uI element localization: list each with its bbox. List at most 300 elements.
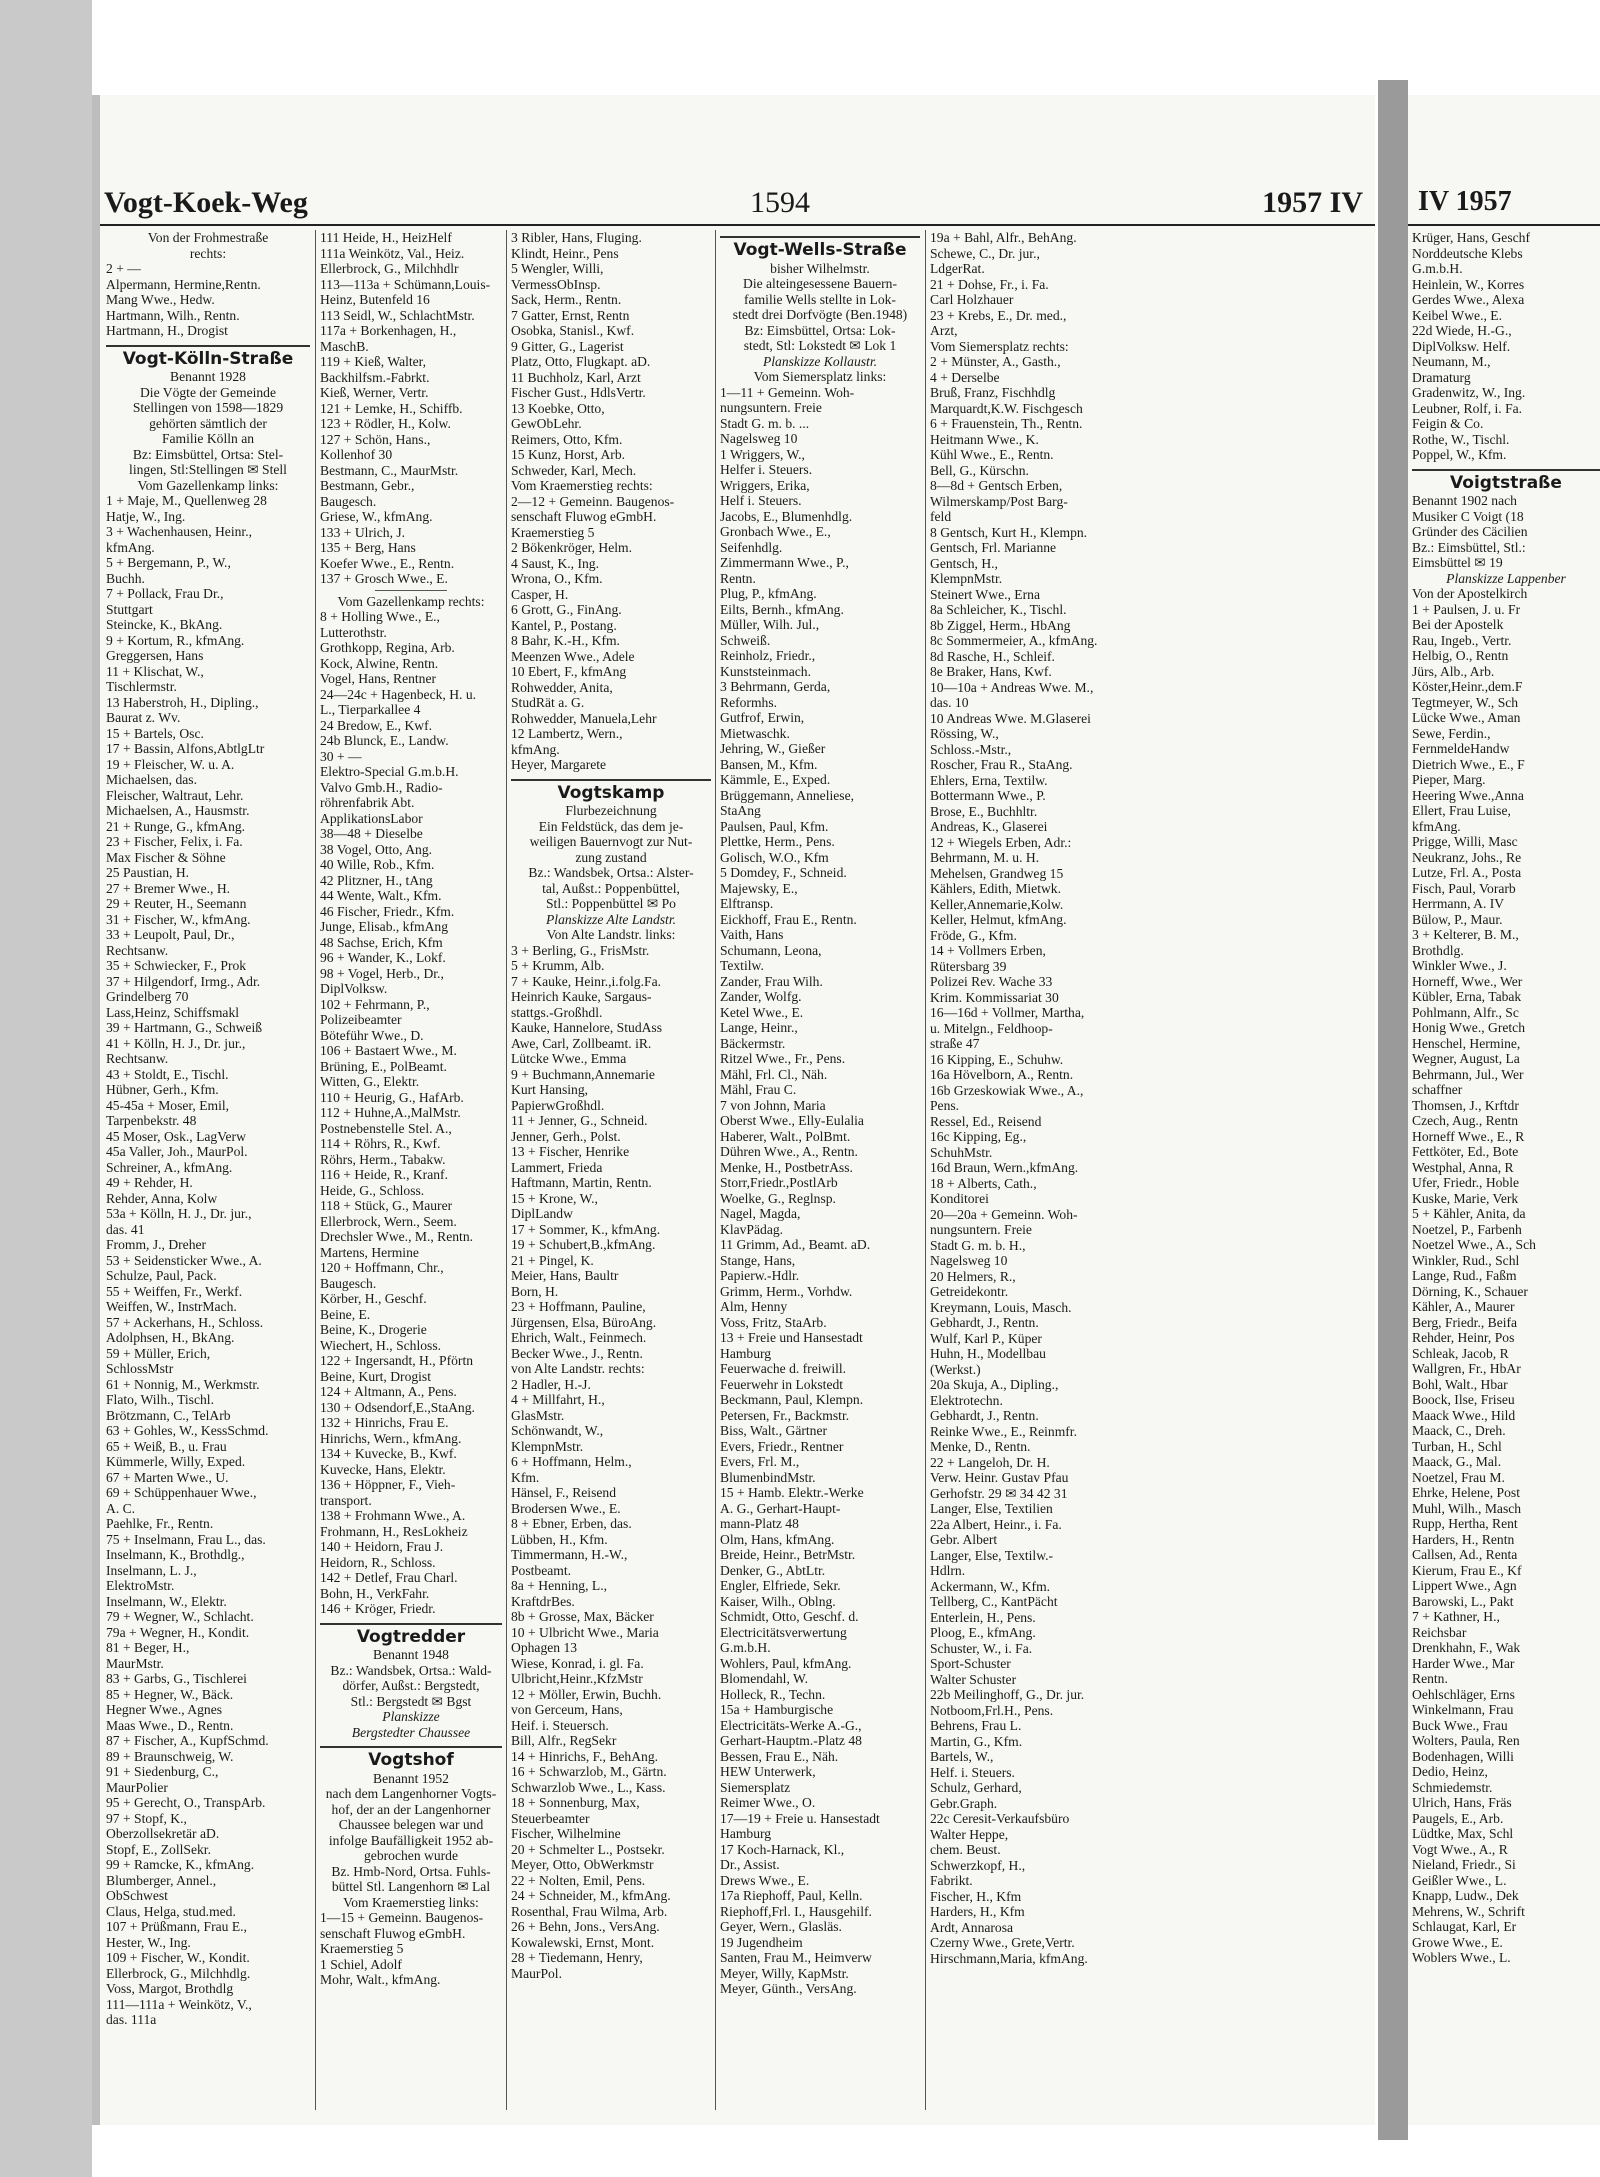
directory-line: Ellert, Frau Luise, — [1412, 803, 1511, 818]
directory-line: 45a Valler, Joh., MaurPol. — [106, 1144, 248, 1159]
directory-line: Dramaturg — [1412, 369, 1471, 385]
street-heading-vogtshof: Vogtshof — [320, 1746, 502, 1769]
directory-line: HEW Unterwerk, — [720, 1764, 816, 1779]
directory-line: gehörten sämtlich der — [149, 415, 267, 431]
directory-line: 45 Moser, Osk., LagVerw — [106, 1128, 246, 1144]
directory-line: Walter Schuster — [930, 1671, 1017, 1687]
directory-line: Böteführ Wwe., D. — [320, 1027, 424, 1043]
directory-line: Die Vögte der Gemeinde — [139, 384, 277, 400]
directory-line: Czech, Aug., Rentn — [1412, 1113, 1519, 1128]
directory-line: Bohn, H., VerkFahr. — [320, 1585, 430, 1601]
directory-line: 53 + Seidensticker Wwe., A. — [106, 1252, 262, 1268]
directory-line: 119 + Kieß, Walter, — [320, 354, 427, 369]
directory-line: Hdlrn. — [930, 1563, 966, 1578]
directory-line: 12 + Wiegels Erben, Adr.: — [930, 834, 1072, 850]
directory-line: Barowski, L., Pakt — [1412, 1593, 1514, 1609]
entries-next-page-top — [1412, 230, 1600, 463]
column-rule — [315, 230, 316, 2110]
directory-line: 17 + Sommer, K., kfmAng. — [511, 1221, 661, 1237]
directory-line: Hartmann, H., Drogist — [106, 323, 228, 338]
directory-line: Woelke, G., Reglnsp. — [720, 1190, 836, 1206]
directory-line: Turban, H., Schl — [1412, 1438, 1502, 1454]
directory-line: 29 + Reuter, H., Seemann — [106, 896, 247, 911]
directory-line: 127 + Schön, Hans., — [320, 431, 431, 447]
directory-line: Planskizze Kollaustr. — [762, 353, 878, 369]
directory-line: Heinlein, W., Korres — [1412, 276, 1525, 292]
directory-line: Ehlers, Erna, Textilw. — [930, 772, 1048, 788]
directory-line: Grindelberg 70 — [106, 989, 189, 1004]
directory-line: Benannt 1928 — [170, 369, 246, 384]
directory-line: Lutterothstr. — [320, 624, 387, 640]
directory-line: PapierwGroßhdl. — [511, 1097, 605, 1113]
directory-line: Tischlermstr. — [106, 679, 177, 694]
directory-line: Bz: Eimsbüttel, Ortsa: Lok- — [744, 322, 896, 338]
directory-line: Lass,Heinz, Schiffsmakl — [106, 1004, 240, 1020]
directory-line: 87 + Fischer, A., KupfSchmd. — [106, 1733, 269, 1748]
directory-line: SchuhMstr. — [930, 1144, 993, 1160]
directory-line: Benannt 1902 nach — [1412, 493, 1517, 508]
directory-line: Meier, Hans, Baultr — [511, 1268, 619, 1283]
directory-line: Von der Frohmestraße — [147, 230, 269, 245]
directory-line: 9 Gitter, G., Lagerist — [511, 338, 624, 354]
directory-line: Kauke, Hannelore, StudAss — [511, 1020, 663, 1035]
directory-line: Max Fischer & Söhne — [106, 849, 226, 865]
directory-line: Mehrens, W., Schrift — [1412, 1903, 1525, 1919]
directory-line: Noetzel, P., Farbenh — [1412, 1221, 1522, 1237]
directory-line: Brüggemann, Anneliese, — [720, 787, 855, 803]
directory-line: 8—8d + Gentsch Erben, — [930, 478, 1063, 493]
directory-line: das. 10 — [930, 695, 969, 710]
directory-line: 140 + Heidorn, Frau J. — [320, 1539, 444, 1554]
directory-line: 24 + Schneider, M., kfmAng. — [511, 1888, 671, 1903]
directory-line: 121 + Lemke, H., Schiffb. — [320, 400, 463, 416]
directory-line: Verw. Heinr. Gustav Pfau — [930, 1470, 1069, 1485]
directory-line: Schuster, W., i. Fa. — [930, 1640, 1033, 1656]
directory-line: Henschel, Hermine, — [1412, 1035, 1521, 1051]
directory-line: Voss, Margot, Brothdlg — [106, 1981, 234, 1996]
directory-line: kfmAng. — [106, 539, 155, 555]
directory-line: 2 + — — [106, 261, 141, 276]
directory-line: Evers, Frl. M., — [720, 1454, 800, 1469]
directory-line: 1 + Maje, M., Quellenweg 28 — [106, 493, 267, 508]
directory-line: Fischer Gust., HdlsVertr. — [511, 385, 646, 400]
directory-line: 7 + Pollack, Frau Dr., — [106, 586, 224, 601]
directory-line: 10—10a + Andreas Wwe. M., — [930, 679, 1094, 695]
directory-line: Maack, C., Dreh. — [1412, 1423, 1506, 1438]
directory-line: Benannt 1948 — [373, 1647, 449, 1662]
directory-line: Bartels, W., — [930, 1749, 994, 1764]
directory-line: Frohmann, H., ResLokheiz — [320, 1523, 468, 1539]
directory-line: 24—24c + Hagenbeck, H. u. — [320, 686, 477, 702]
directory-line: 67 + Marten Wwe., U. — [106, 1469, 229, 1485]
directory-line: Wegner, August, La — [1412, 1051, 1520, 1066]
directory-line: 14 + Hinrichs, F., BehAng. — [511, 1748, 659, 1764]
directory-line: 17 Koch-Harnack, Kl., — [720, 1841, 845, 1857]
directory-line: Dedio, Heinz, — [1412, 1764, 1488, 1779]
directory-line: Ketel Wwe., E. — [720, 1004, 804, 1020]
directory-line: SchlossMstr — [106, 1361, 174, 1376]
directory-line: Maack Wwe., Hild — [1412, 1407, 1516, 1423]
directory-line: Lange, Rud., Faßm — [1412, 1268, 1517, 1283]
entries-vogtskamp — [511, 803, 711, 1981]
directory-line: Lammert, Frieda — [511, 1159, 603, 1175]
directory-line: Herrmann, A. IV — [1412, 896, 1505, 911]
directory-line: Wolters, Paula, Ren — [1412, 1733, 1520, 1748]
directory-line: Blumberger, Annel., — [106, 1872, 217, 1888]
directory-line: Ophagen 13 — [511, 1640, 578, 1655]
directory-line: Beckmann, Paul, Klempn. — [720, 1392, 864, 1407]
directory-line: Timmermann, H.-W., — [511, 1547, 628, 1562]
directory-line: Rosenthal, Frau Wilma, Arb. — [511, 1903, 668, 1919]
directory-line: Petersen, Fr., Backmstr. — [720, 1407, 850, 1423]
directory-line: Hartmann, Wilh., Rentn. — [106, 307, 240, 323]
directory-line: 37 + Hilgendorf, Irmg., Adr. — [106, 973, 261, 989]
directory-line: nungsuntern. Freie — [720, 400, 822, 415]
directory-line: Greggersen, Hans — [106, 648, 204, 663]
directory-line: 1 Schiel, Adolf — [320, 1956, 402, 1972]
directory-line: Paugels, E., Arb. — [1412, 1810, 1504, 1826]
directory-line: 8d Rasche, H., Schleif. — [930, 648, 1055, 664]
directory-line: 16 Kipping, E., Schuhw. — [930, 1051, 1064, 1067]
directory-line: Horneff Wwe., E., R — [1412, 1128, 1525, 1144]
directory-line: Nagelsweg 10 — [720, 431, 798, 446]
directory-line: Stellingen von 1598—1829 — [132, 400, 284, 415]
scan-edge-shadow — [92, 95, 100, 2125]
directory-line: 13 + Freie und Hansestadt — [720, 1330, 863, 1345]
street-heading-vogt-wells: Vogt-Wells-Straße — [720, 236, 920, 259]
directory-line: 11 Buchholz, Karl, Arzt — [511, 369, 641, 385]
directory-line: Planskizze Alte Landstr. — [545, 911, 677, 927]
directory-line: 7 + Kathner, H., — [1412, 1609, 1500, 1624]
directory-line: Boock, Ilse, Friseu — [1412, 1392, 1515, 1407]
directory-line: DiplVolksw. — [320, 981, 388, 996]
column-rule — [715, 230, 716, 2110]
directory-line: Meyer, Otto, ObWerkmstr — [511, 1857, 654, 1872]
directory-line: Eilts, Bernh., kfmAng. — [720, 601, 844, 617]
directory-line: Rössing, W., — [930, 726, 999, 741]
directory-line: Berg, Friedr., Beifa — [1412, 1314, 1518, 1330]
directory-line: 57 + Ackerhans, H., Schloss. — [106, 1314, 264, 1330]
directory-line: 24 Bredow, E., Kwf. — [320, 717, 433, 733]
directory-line: 21 + Dohse, Fr., i. Fa. — [930, 276, 1049, 292]
directory-line: Köster,Heinr.,dem.F — [1412, 679, 1523, 694]
street-heading-vogtredder: Vogtredder — [320, 1623, 502, 1646]
directory-line: Oberst Wwe., Elly-Eulalia — [720, 1113, 864, 1128]
directory-line: Hamburg — [720, 1826, 772, 1841]
directory-line: 5 + Kähler, Anita, da — [1412, 1206, 1526, 1221]
directory-line: FernmeldeHandw — [1412, 741, 1510, 756]
directory-line: 27 + Bremer Wwe., H. — [106, 880, 231, 896]
directory-line: 136 + Höppner, F., Vieh- — [320, 1477, 456, 1492]
directory-line: Roscher, Frau R., StaAng. — [930, 757, 1073, 772]
directory-line: 8 Bahr, K.-H., Kfm. — [511, 633, 620, 648]
directory-line: Kollenhof 30 — [320, 447, 393, 462]
directory-line: Denker, G., AbtLtr. — [720, 1562, 826, 1578]
directory-line: 75 + Inselmann, Frau L., das. — [106, 1531, 266, 1547]
directory-line: Hirschmann,Maria, kfmAng. — [930, 1950, 1088, 1966]
directory-line: MaurPol. — [511, 1965, 562, 1981]
directory-line: 13 Haberstroh, H., Dipling., — [106, 694, 259, 710]
directory-line: 142 + Detlef, Frau Charl. — [320, 1570, 458, 1585]
column-next-page — [1412, 230, 1600, 2110]
directory-line: Behrmann, Jul., Wer — [1412, 1066, 1524, 1082]
directory-line: 8 + Ebner, Erben, das. — [511, 1516, 632, 1531]
directory-line: Bergstedter Chaussee — [351, 1724, 471, 1740]
directory-line: Pohlmann, Alfr., Sc — [1412, 1004, 1519, 1020]
directory-line: Papierw.-Hdlr. — [720, 1268, 800, 1283]
directory-line: Meyer, Willy, KapMstr. — [720, 1965, 849, 1981]
directory-line: Musiker C Voigt (18 — [1412, 508, 1524, 524]
directory-line: Kock, Alwine, Rentn. — [320, 655, 439, 671]
directory-line: dörfer, Außst.: Bergstedt, — [342, 1678, 480, 1693]
directory-line: Lutze, Frl. A., Posta — [1412, 865, 1522, 880]
street-heading-vogt-koelln: Vogt-Kölln-Straße — [106, 345, 310, 368]
directory-line: Storr,Friedr.,PostlArb — [720, 1175, 838, 1190]
directory-line: Jacobs, E., Blumenhdlg. — [720, 508, 853, 524]
book-gutter — [1378, 80, 1408, 2140]
directory-line: Electricitätsverwertung — [720, 1624, 847, 1640]
directory-line: 6 Grott, G., FinAng. — [511, 602, 622, 617]
directory-line: Chaussee belegen war und — [338, 1817, 484, 1832]
directory-line: 17—19 + Freie u. Hansestadt — [720, 1810, 880, 1826]
directory-line: Zander, Wolfg. — [720, 989, 802, 1004]
directory-line: Huhn, H., Modellbau — [930, 1346, 1046, 1361]
directory-line: Baugesch. — [320, 493, 377, 509]
directory-line: Rohwedder, Manuela,Lehr — [511, 710, 657, 726]
directory-line: Stadt G. m. b. ... — [720, 415, 810, 431]
directory-line: Buck Wwe., Frau — [1412, 1717, 1508, 1733]
directory-line: Meenzen Wwe., Adele — [511, 648, 635, 664]
directory-line: 20 + Schmelter L., Postsekr. — [511, 1841, 665, 1857]
directory-line: Klindt, Heinr., Pens — [511, 245, 619, 261]
directory-line: Notboom,Frl.H., Pens. — [930, 1702, 1054, 1718]
directory-line: KlavPädag. — [720, 1221, 784, 1237]
directory-line: Westphal, Anna, R — [1412, 1159, 1514, 1175]
directory-line: Ein Feldstück, das dem je- — [538, 818, 684, 834]
directory-line: von Gerceum, Hans, — [511, 1702, 623, 1717]
directory-line: Polizeibeamter — [320, 1012, 402, 1027]
directory-line: Ressel, Ed., Reisend — [930, 1113, 1042, 1129]
directory-line: 9 + Buchmann,Annemarie — [511, 1066, 655, 1082]
directory-line: 16—16d + Vollmer, Martha, — [930, 1005, 1085, 1020]
directory-line: 116 + Heide, R., Kranf. — [320, 1167, 448, 1182]
directory-line: Honig Wwe., Gretch — [1412, 1020, 1525, 1035]
directory-line: 19a + Bahl, Alfr., BehAng. — [930, 230, 1077, 245]
directory-line: 5 + Bergemann, P., W., — [106, 555, 231, 570]
directory-line: Pieper, Marg. — [1412, 772, 1486, 787]
directory-line: 28 + Tiedemann, Henry, — [511, 1950, 643, 1965]
directory-line: Kunststeinmach. — [720, 663, 811, 679]
directory-line: 3 Behrmann, Gerda, — [720, 679, 831, 694]
directory-line: Weiffen, W., InstrMach. — [106, 1299, 237, 1314]
directory-line: 10 Ebert, F., kfmAng — [511, 664, 627, 679]
directory-line: 35 + Schwiecker, F., Prok — [106, 958, 247, 973]
directory-line: 16b Grzeskowiak Wwe., A., — [930, 1082, 1084, 1098]
directory-line: Engler, Elfriede, Sekr. — [720, 1578, 841, 1593]
directory-line: 134 + Kuvecke, B., Kwf. — [320, 1446, 457, 1461]
column-4 — [720, 230, 920, 2110]
directory-line: 146 + Kröger, Friedr. — [320, 1601, 436, 1616]
directory-line: Ardt, Annarosa — [930, 1919, 1014, 1935]
directory-line: 44 Wente, Walt., Kfm. — [320, 888, 442, 903]
directory-line: 22 + Langeloh, Dr. H. — [930, 1454, 1050, 1470]
directory-line: 39 + Hartmann, G., Schweiß — [106, 1020, 263, 1035]
directory-line: Beine, E. — [320, 1306, 371, 1322]
directory-line: Ulrich, Hans, Fräs — [1412, 1795, 1512, 1810]
directory-line: 17a Riephoff, Paul, Kelln. — [720, 1888, 863, 1903]
directory-line: ApplikationsLabor — [320, 810, 423, 826]
directory-line: u. Mitelgn., Feldhoop- — [930, 1020, 1053, 1036]
directory-line: 23 + Krebs, E., Dr. med., — [930, 307, 1067, 323]
directory-line: 113 Seidl, W., SchlachtMstr. — [320, 307, 475, 323]
directory-line: Keibel Wwe., E. — [1412, 307, 1502, 323]
directory-line: Lütcke Wwe., Emma — [511, 1051, 627, 1066]
directory-line: 5 Domdey, F., Schneid. — [720, 865, 847, 880]
directory-line: chem. Beust. — [930, 1842, 1001, 1857]
directory-line: Röhrs, Herm., Tabakw. — [320, 1151, 446, 1167]
directory-line: Wilmerskamp/Post Barg- — [930, 493, 1068, 509]
directory-line: GewObLehr. — [511, 416, 582, 431]
entries-vogt-wells — [720, 261, 920, 1997]
directory-line: Arzt, — [930, 323, 958, 338]
directory-line: 18 + Sonnenburg, Max, — [511, 1795, 640, 1810]
directory-line: Beine, Kurt, Drogist — [320, 1368, 432, 1384]
directory-line: Grimm, Herm., Vorhdw. — [720, 1283, 853, 1299]
directory-line: Helbig, O., Rentn — [1412, 648, 1509, 663]
directory-line: 16d Braun, Wern.,kfmAng. — [930, 1160, 1079, 1175]
directory-line: Ufer, Friedr., Hoble — [1412, 1175, 1520, 1190]
directory-line: DiplLandw — [511, 1206, 573, 1221]
directory-line: Ulbricht,Heinr.,KfzMstr — [511, 1671, 643, 1686]
directory-line: Woblers Wwe., L. — [1412, 1950, 1511, 1965]
directory-line: Nagelsweg 10 — [930, 1253, 1008, 1268]
directory-line: Rechtsanw. — [106, 942, 169, 958]
directory-line: 22a Albert, Heinr., i. Fa. — [930, 1516, 1062, 1532]
directory-line: 111a Weinkötz, Val., Heiz. — [320, 245, 465, 261]
directory-line: Plug, P., kfmAng. — [720, 586, 817, 601]
directory-line: StaAng — [720, 803, 761, 818]
directory-line: 59 + Müller, Erich, — [106, 1345, 211, 1361]
directory-line: Schulz, Gerhard, — [930, 1780, 1022, 1795]
directory-line: 79 + Wegner, W., Schlacht. — [106, 1609, 254, 1624]
column-1 — [106, 230, 310, 2110]
directory-line: Koefer Wwe., E., Rentn. — [320, 555, 455, 571]
directory-line: Inselmann, K., Brothdlg., — [106, 1547, 245, 1562]
directory-line: Schweder, Karl, Mech. — [511, 462, 637, 478]
directory-line: Noetzel, Frau M. — [1412, 1469, 1505, 1485]
directory-line: Blomendahl, W. — [720, 1671, 808, 1686]
directory-line: Geyer, Wern., Glasläs. — [720, 1919, 842, 1934]
directory-line: BlumenbindMstr. — [720, 1469, 816, 1485]
directory-line: rechts: — [189, 245, 227, 261]
directory-line: Vom Siemersplatz links: — [753, 369, 887, 384]
directory-line: Gronbach Wwe., E., — [720, 524, 831, 539]
directory-line: Golisch, W.O., Kfm — [720, 849, 829, 865]
directory-line: 112 + Huhne,A.,MalMstr. — [320, 1105, 461, 1120]
directory-line: kfmAng. — [511, 741, 560, 757]
directory-line: 10 Andreas Wwe. M.Glaserei — [930, 710, 1091, 726]
directory-line: 16 + Schwarzlob, M., Gärtn. — [511, 1764, 667, 1779]
directory-line: Callsen, Ad., Renta — [1412, 1547, 1518, 1562]
directory-line: Fröde, G., Kfm. — [930, 927, 1017, 943]
directory-line: nungsuntern. Freie — [930, 1222, 1032, 1237]
directory-line: Dörning, K., Schauer — [1412, 1283, 1528, 1299]
directory-line: Tegtmeyer, W., Sch — [1412, 694, 1519, 710]
directory-line: 13 + Fischer, Henrike — [511, 1144, 630, 1159]
directory-line: 11 + Jenner, G., Schneid. — [511, 1113, 648, 1128]
directory-line: Flato, Wilh., Tischl. — [106, 1392, 214, 1407]
directory-line: infolge Baufälligkeit 1952 ab- — [328, 1832, 494, 1848]
directory-line: 7 von Johnn, Maria — [720, 1097, 826, 1113]
directory-line: gebrochen wurde — [364, 1848, 458, 1863]
directory-line: 14 + Vollmers Erben, — [930, 943, 1046, 958]
directory-line: Mang Wwe., Hedw. — [106, 292, 215, 307]
directory-line: 22 + Nolten, Emil, Pens. — [511, 1872, 646, 1888]
directory-line: Norddeutsche Klebs — [1412, 245, 1523, 261]
directory-line: Andreas, K., Glaserei — [930, 819, 1048, 834]
directory-line: Familie Kölln an — [161, 431, 255, 446]
directory-line: weiligen Bauernvogt zur Nut- — [529, 834, 693, 849]
directory-line: Junge, Elisab., kfmAng — [320, 919, 448, 934]
directory-line: Maack, G., Mal. — [1412, 1454, 1502, 1469]
directory-line: Brötzmann, C., TelArb — [106, 1407, 231, 1423]
directory-line: Becker Wwe., J., Rentn. — [511, 1345, 643, 1361]
directory-line: 3 + Berling, G., FrisMstr. — [511, 942, 650, 958]
entries-vogt-koelln-cont — [320, 230, 502, 587]
directory-line: Sewe, Ferdin., — [1412, 725, 1491, 741]
directory-line: Lange, Heinr., — [720, 1020, 798, 1035]
directory-line: Krim. Kommissariat 30 — [930, 989, 1059, 1005]
directory-line: Griese, W., kfmAng. — [320, 509, 433, 524]
directory-line: 38 Vogel, Otto, Ang. — [320, 841, 433, 857]
directory-line: Michaelsen, A., Hausmstr. — [106, 803, 250, 818]
directory-line: lingen, Stl:Stellingen ✉ Stell — [129, 462, 287, 477]
directory-line: 111 Heide, H., HeizHelf — [320, 230, 452, 245]
directory-line: 1 Wriggers, W., — [720, 446, 805, 462]
directory-line: 122 + Ingersandt, H., Pförtn — [320, 1353, 474, 1368]
directory-line: Claus, Helga, stud.med. — [106, 1903, 236, 1919]
directory-line: MaurMstr. — [106, 1655, 164, 1671]
directory-line: Heif. i. Steuersch. — [511, 1717, 609, 1733]
scan-edge — [0, 0, 92, 2177]
directory-line: Hinrichs, Wern., kfmAng. — [320, 1430, 462, 1446]
column-2 — [320, 230, 502, 2110]
directory-line: KraftdrBes. — [511, 1593, 575, 1609]
directory-line: Reimer Wwe., O. — [720, 1795, 816, 1810]
directory-line: 25 Paustian, H. — [106, 865, 190, 880]
directory-line: 46 Fischer, Friedr., Kfm. — [320, 903, 455, 919]
directory-line: Lücke Wwe., Aman — [1412, 710, 1521, 725]
directory-line: 85 + Hegner, W., Bäck. — [106, 1686, 234, 1702]
directory-line: Heinz, Butenfeld 16 — [320, 292, 430, 307]
directory-line: mann-Platz 48 — [720, 1516, 799, 1531]
directory-line: 10 + Ulbricht Wwe., Maria — [511, 1624, 659, 1640]
directory-line: Kraemerstieg 5 — [320, 1941, 404, 1956]
directory-line: Stuttgart — [106, 601, 153, 617]
directory-line: 117a + Borkenhagen, H., — [320, 323, 457, 338]
directory-line: Awe, Carl, Zollbeamt. iR. — [511, 1035, 652, 1051]
directory-line: Harder Wwe., Mar — [1412, 1655, 1515, 1671]
directory-line: 113—113a + Schümann,Louis- — [320, 276, 491, 292]
directory-line: Wrona, O., Kfm. — [511, 571, 603, 586]
directory-line: 16a Hövelborn, A., Rentn. — [930, 1067, 1074, 1082]
directory-line: 55 + Weiffen, Fr., Werkf. — [106, 1283, 243, 1299]
directory-line: feld — [930, 509, 952, 524]
directory-line: Ellerbrock, G., Milchhdlr — [320, 261, 459, 276]
directory-line: Menke, H., PostbetrAss. — [720, 1159, 853, 1175]
directory-line: Schmiedemstr. — [1412, 1779, 1493, 1795]
directory-line: Rupp, Hertha, Rent — [1412, 1516, 1518, 1531]
